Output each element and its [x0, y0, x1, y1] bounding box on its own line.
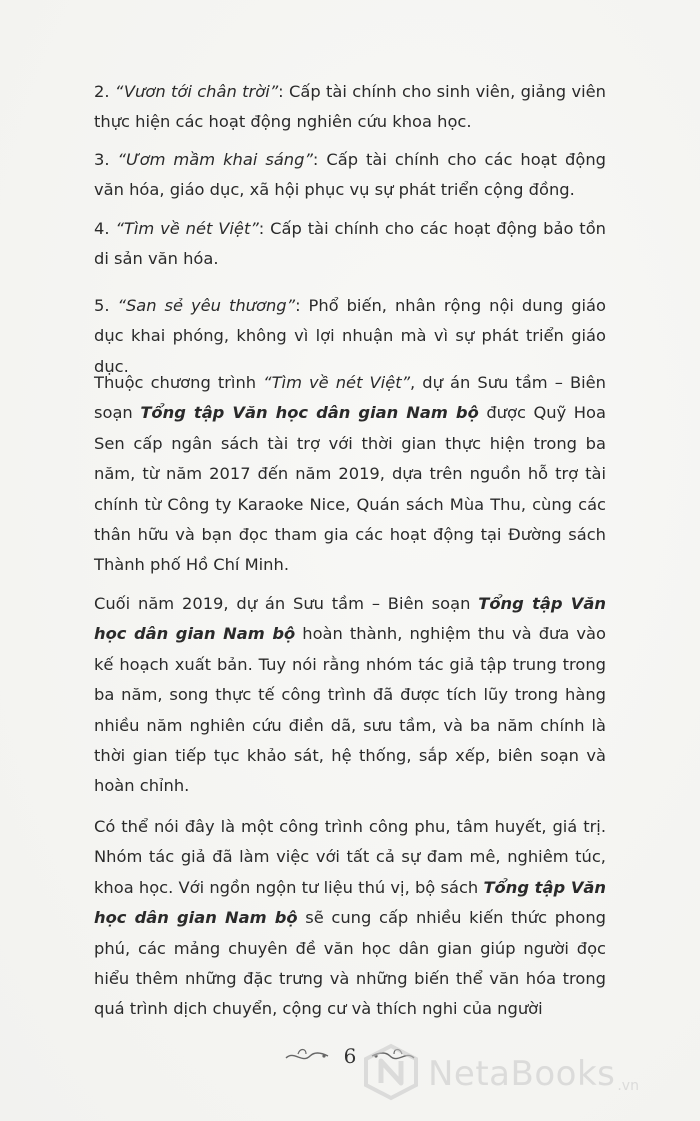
text-run: Có thể nói đây là một công trình công phu, tâm huyết, giá trị. Nhóm tác giả đã làm việc với tất cả sự đam mê, nghiêm túc, khoa học. Với ngồn ngộn tư liệu thú vị, bộ sách — [94, 817, 606, 897]
book-title: Tổng tập Văn học dân gian Nam bộ — [94, 877, 606, 928]
text-run: hoàn thành, nghiệm thu và đưa vào kế hoạch xuất bản. Tuy nói rằng nhóm tác giả tập trung trong ba năm, song thực tế công trình đã được tích lũy trong hàng nhiều năm nghiên cứu điền dã, sưu tầm, và ba năm chính là thời gian tiếp tục khảo sát, hệ thống, sắp xếp, biên soạn và hoàn chỉnh. — [94, 624, 606, 796]
book-title: Tổng tập Văn học dân gian Nam bộ — [140, 403, 479, 423]
paragraph-item-3 — [94, 145, 606, 206]
watermark-brand: NetaBooks — [428, 1054, 616, 1094]
program-title: “Tìm về nét Việt” — [263, 373, 411, 392]
item-number: 4. — [94, 219, 116, 238]
text-run: Cuối năm 2019, dự án Sưu tầm – Biên soạn — [94, 594, 479, 613]
text-run: Thuộc chương trình — [94, 373, 264, 392]
item-text: : Cấp tài chính cho các hoạt động văn hóa, giáo dục, xã hội phục vụ sự phát triển cộng đồng. — [94, 150, 606, 200]
text-run: sẽ cung cấp nhiều kiến thức phong phú, các mảng chuyên đề văn học dân gian giúp người đọc hiểu thêm những đặc trưng và những biến thể văn hóa trong quá trình dịch chuyển, cộng cư và thích nghi của người — [94, 908, 606, 1019]
paragraph-assessment — [94, 812, 606, 1025]
program-title: “Vươn tới chân trời” — [114, 82, 279, 101]
book-title: Tổng tập Văn học dân gian Nam bộ — [94, 594, 606, 644]
program-title: “Ươm mầm khai sáng” — [117, 150, 313, 169]
program-title: “Tìm về nét Việt” — [115, 219, 259, 238]
item-number: 3. — [94, 150, 118, 169]
page-number: 6 — [343, 1044, 357, 1068]
paragraph-program — [94, 368, 606, 581]
paragraph-item-2 — [94, 77, 606, 138]
item-text: : Cấp tài chính cho sinh viên, giảng viên thực hiện các hoạt động nghiên cứu khoa học. — [94, 82, 606, 132]
paragraph-completion — [94, 589, 606, 802]
item-text: : Phổ biến, nhân rộng nội dung giáo dục khai phóng, không vì lợi nhuận mà vì sự phát triển giáo dục. — [94, 296, 606, 376]
item-number: 5. — [94, 296, 118, 315]
item-number: 2. — [94, 82, 115, 101]
item-text: : Cấp tài chính cho các hoạt động bảo tồn di sản văn hóa. — [94, 219, 606, 269]
paragraph-item-4 — [94, 214, 606, 275]
program-title: “San sẻ yêu thương” — [117, 296, 296, 315]
text-run: được Quỹ Hoa Sen cấp ngân sách tài trợ với thời gian thực hiện trong ba năm, từ năm 2017 đến năm 2019, dựa trên nguồn hỗ trợ tài chính từ Công ty Karaoke Nice, Quán sách Mùa Thu, cùng các thân hữu và bạn đọc tham gia các hoạt động tại Đường sách Thành phố Hồ Chí Minh. — [94, 403, 606, 575]
watermark-suffix: .vn — [617, 1078, 639, 1094]
watermark — [362, 1044, 639, 1104]
text-run: , dự án Sưu tầm – Biên soạn — [94, 373, 606, 423]
ornament-left-icon — [284, 1046, 330, 1066]
netabooks-logo-icon — [362, 1043, 420, 1105]
